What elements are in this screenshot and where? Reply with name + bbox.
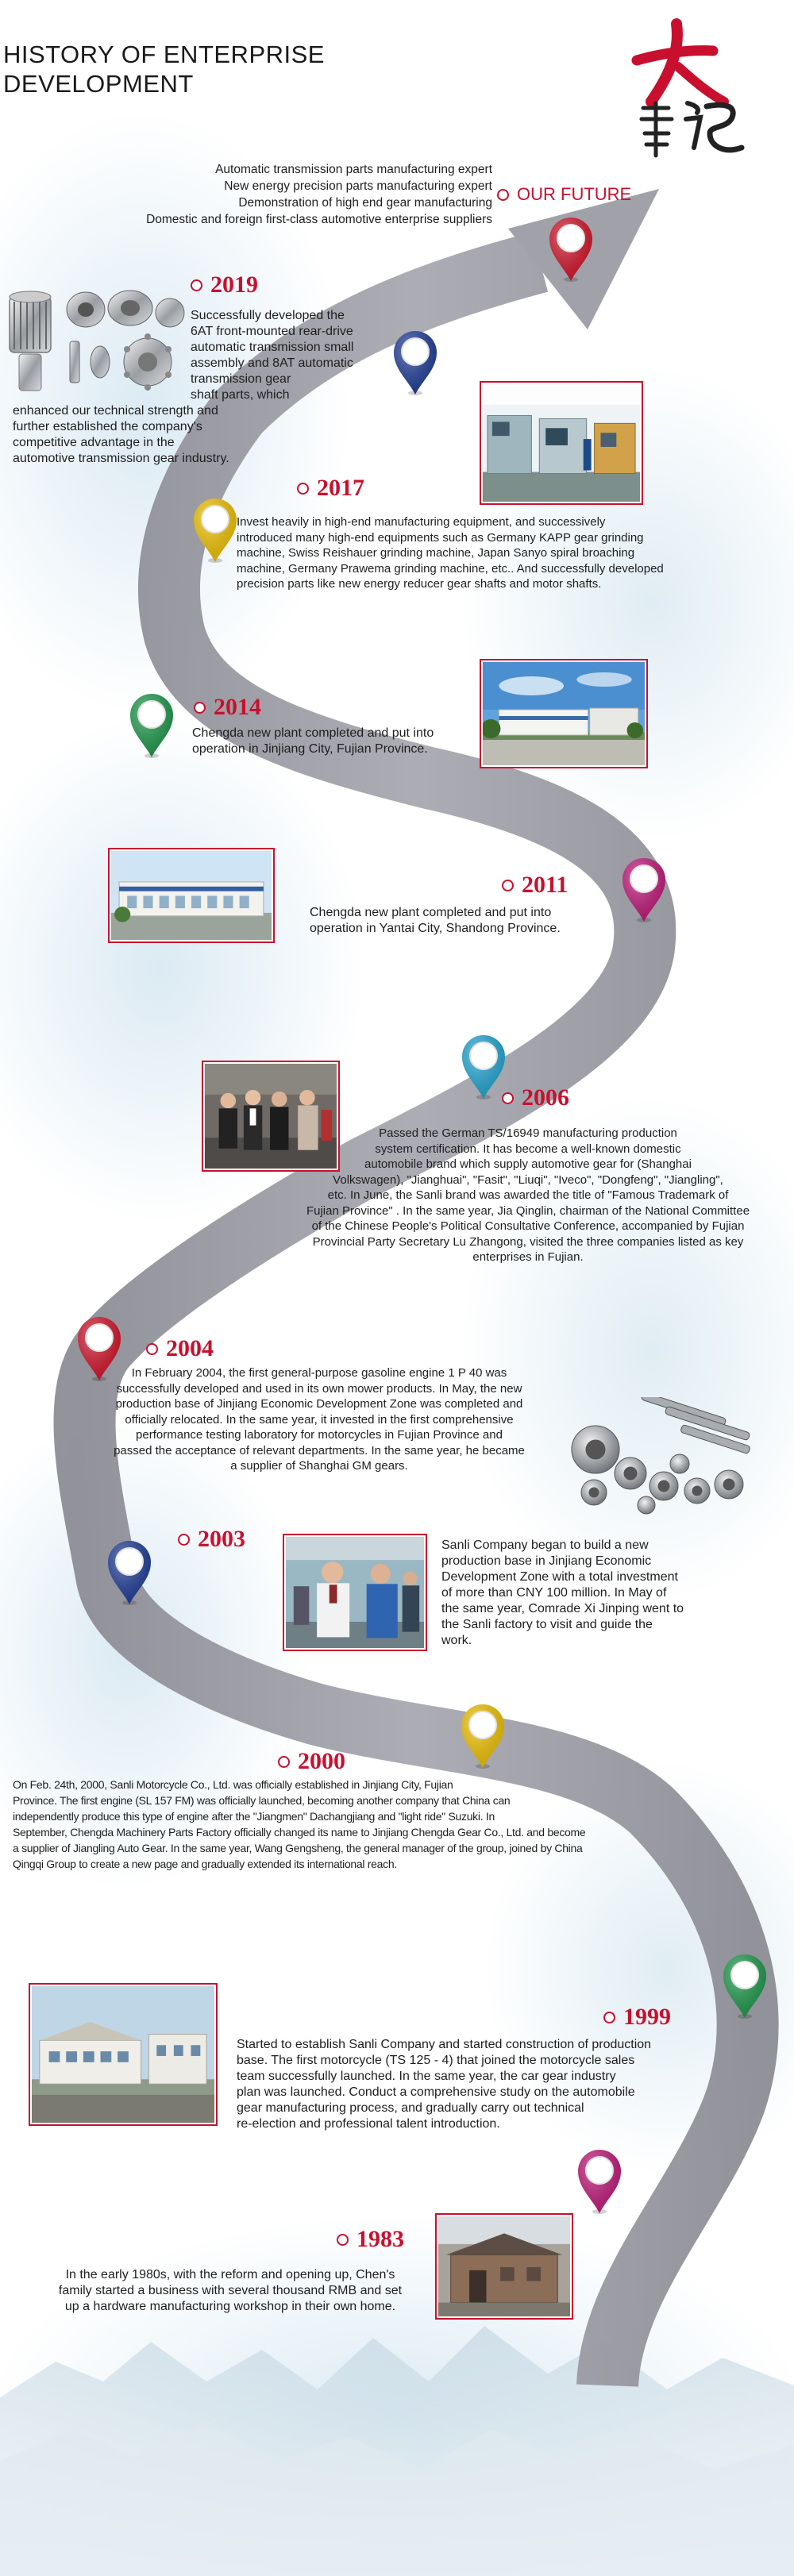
map-pin-icon — [127, 691, 176, 759]
visit-2003-photo — [283, 1534, 427, 1651]
year-2000: 2000 — [278, 1750, 345, 1773]
milestone-2019-text: Successfully developed the 6AT front-mounted rear-drive automatic transmission small assembly and 8AT automatic transmission gear shaft parts, which — [191, 309, 354, 402]
workshop-1983-photo — [435, 2213, 573, 2320]
map-pin-icon — [575, 2147, 624, 2215]
future-heading: OUR FUTURE — [497, 184, 631, 205]
milestone-1983-text: In the early 1980s, with the reform and opening up, Chen's family started a business with several thousand RMB and set up a hardware manufacturing workshop in their own home. — [58, 2268, 403, 2313]
ring-marker-icon — [194, 702, 206, 714]
calligraphy-logo-icon — [627, 14, 746, 165]
milestone-2011-text: Chengda new plant completed and put into operation in Yantai City, Shandong Province. — [310, 906, 561, 935]
future-goal-item: Demonstration of high end gear manufacturing — [238, 196, 492, 210]
map-pin-icon — [458, 1701, 507, 1769]
page-title: HISTORY OF ENTERPRISE DEVELOPMENT — [3, 40, 325, 98]
milestone-2004-text: In February 2004, the first general-purpose gasoline engine 1 P 40 was successfully developed and used in its own mower products. In May, the new production base of Jinjiang Economic Development Zone was completed and officially relocated. In the same year, it invested in the first comprehensive performance testing laboratory for motorcycles in Fujian Province and passed the acceptance of relevant departments. In the same year, he became a supplier of Shanghai GM gears. — [114, 1366, 525, 1473]
ring-marker-icon — [603, 2012, 615, 2023]
milestone-1999-text: Started to establish Sanli Company and started construction of production base. The first motorcycle (TS 125 - 4) that joined the motorcycle sales team successfully launched. In the same year, the car gear industry plan was launched. Conduct a comprehensive study on the automobile gear manufacturing process, and gradually carry out technical re-election and professional talent introduction. — [237, 2038, 652, 2131]
ring-marker-icon — [178, 1534, 190, 1546]
milestone-2003-text: Sanli Company began to build a new production base in Jinjiang Economic Development Zone with a total investment of more than CNY 100 million. In May of the same year, Comrade Xi Jinping went to the Sanli factory to visit and guide the work. — [441, 1538, 684, 1647]
jinjiang-plant-photo — [480, 659, 648, 768]
year-1999: 1999 — [603, 2005, 671, 2029]
map-pin-icon — [619, 855, 669, 923]
ring-marker-icon — [502, 880, 514, 891]
year-2019: 2019 — [191, 273, 258, 297]
map-pin-icon — [720, 1951, 769, 2020]
map-pin-icon — [191, 495, 240, 564]
sanli-base-photo — [29, 1983, 218, 2126]
future-goals-list — [32, 161, 492, 228]
future-goal-item: Domestic and foreign first-class automotive enterprise suppliers — [146, 213, 492, 226]
milestone-2017-text: Invest heavily in high-end manufacturing equipment, and successively introduced many high-end equipments such as Germany KAPP gear grinding machine, Swiss Reishauer grinding machine, Japan Sanyo spiral broaching machine, Germany Prawema grinding machine, etc.. And successfully developed precision parts like new energy reducer gear shafts and motor shafts. — [237, 515, 664, 591]
ring-marker-icon — [297, 483, 309, 495]
gear-set-image — [561, 1397, 759, 1516]
yantai-plant-photo — [108, 848, 275, 943]
factory-floor-photo — [480, 381, 643, 505]
future-goal-item: Automatic transmission parts manufacturing expert — [215, 163, 492, 176]
gear-parts-image — [3, 286, 186, 397]
ring-marker-icon — [146, 1343, 158, 1355]
map-pin-icon — [546, 214, 596, 283]
year-2003: 2003 — [178, 1527, 245, 1551]
year-2011: 2011 — [502, 873, 568, 897]
milestone-2014-text: Chengda new plant completed and put into operation in Jinjiang City, Fujian Province. — [192, 726, 434, 756]
milestone-2019-text-cont: enhanced our technical strength and further established the company's competitive advantage in the automotive transmission gear industry. — [13, 404, 229, 465]
ring-marker-icon — [502, 1092, 514, 1104]
milestone-2006-text: Passed the German TS/16949 manufacturing production system certification. It has become a well-known domestic automobile brand which supply automotive gear for (Shanghai Volkswagen), "Jianghuai", "Fasit", "Liuqi", "Iveco", "Dongfeng", "Jiangling", etc. In June, the Sanli brand was awarded the title of "Famous Trademark of Fujian Province" . In the same year, Jia Qinglin, chairman of the National Committee of the Chinese People's Political Consultative Conference, accompanied by Fujian Provincial Party Secretary Lu Zhangong, visited the three companies listed as key enterprises in Fujian. — [306, 1126, 750, 1264]
ring-marker-icon — [337, 2234, 349, 2246]
year-2006: 2006 — [502, 1086, 569, 1110]
future-goal-item: New energy precision parts manufacturing expert — [224, 179, 492, 193]
year-2014: 2014 — [194, 695, 261, 719]
milestone-2000-text: On Feb. 24th, 2000, Sanli Motorcycle Co., Ltd. was officially established in Jinjiang City, Fujian Province. The first engine (SL 157 FM) was officially launched, becoming another company that China can independently produce this type of engine after the "Jiangmen" Dachangjiang and "light ride" Suzuki. In September, Chengda Machinery Parts Factory officially changed its name to Jinjiang Chengda Gear Co., Ltd. and become a supplier of Jiangling Auto Gear. In the same year, Wang Gengsheng, the general manager of the group, joined by China Qingqi Group to create a new page and gradually extended its international reach. — [13, 1778, 586, 1870]
year-2017: 2017 — [297, 476, 364, 500]
ring-marker-icon — [278, 1756, 290, 1768]
ring-marker-icon — [191, 279, 202, 291]
map-pin-icon — [105, 1538, 154, 1606]
year-1983: 1983 — [337, 2228, 404, 2251]
ring-marker-icon — [497, 189, 509, 201]
map-pin-icon — [459, 1032, 508, 1100]
year-2004: 2004 — [146, 1337, 214, 1361]
